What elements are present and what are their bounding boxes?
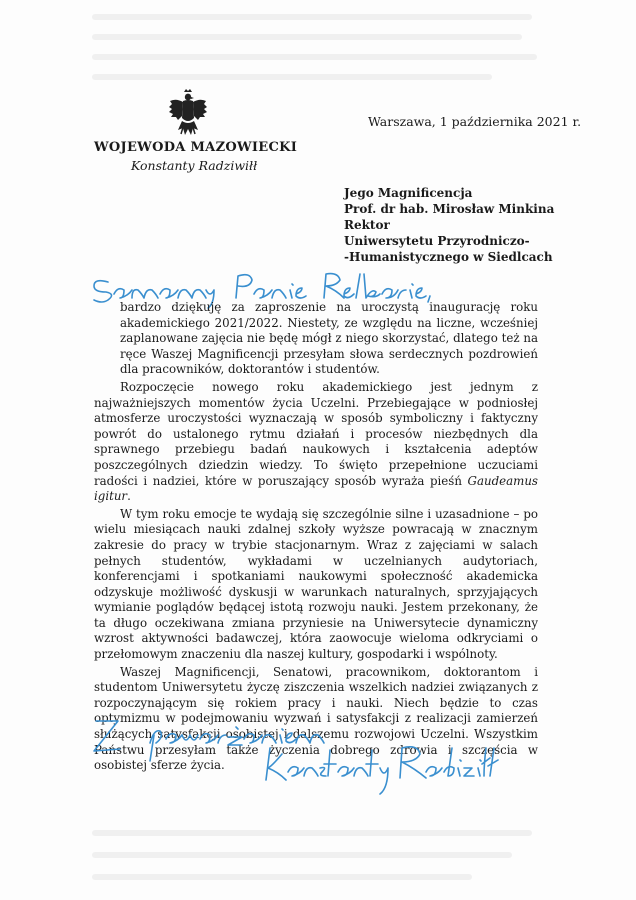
addressee-block: [344, 185, 554, 265]
sender-name: Konstanty Radziwiłł: [131, 158, 258, 173]
bleed-through-text: [92, 74, 492, 80]
bleed-through-text: [92, 14, 532, 20]
addressee-line: Rektor: [344, 218, 390, 232]
body-paragraph: Waszej Magnificencji, Senatowi, pracownikom, doktorantom i studentom Uniwersytetu życzę ziszczenia wszelkich nadziei związanych z rozpoczynającym się rokiem pracy i nauki. Niech będzie to czas optymizmu w podejmowaniu wyzwań i satysfakcji z realizacji zamierzeń służących satysfakcji osobistej i dalszemu rozwojowi Uczelni. Wszystkim Państwu przesyłam także życzenia dobrego zdrowia i szczęścia w osobistej sferze życia.: [94, 664, 538, 773]
addressee-line: Uniwersytetu Przyrodniczo-: [344, 234, 530, 248]
letter-body: [94, 300, 538, 776]
bleed-through-text: [92, 830, 532, 836]
body-paragraph-text: Rozpoczęcie nowego roku akademickiego jest jednym z najważniejszych momentów życia Uczelni. Przebiegające w podniosłej atmosferze uroczystości wyznaczają w sposób symboliczny i faktyczny powrót do ustalonego rytmu działań i procesów niezbędnych dla sprawnego przebiegu badań naukowych i kształcenia adeptów poszczególnych dziedzin wiedzy. To święto przepełnione uczuciami radości i nadziei, które w poruszający sposób wyraża pieśń: [94, 379, 538, 488]
song-title: Gaudeamus igitur: [94, 473, 538, 504]
polish-eagle-emblem-icon: [168, 88, 208, 138]
addressee-line: Prof. dr hab. Mirosław Minkina: [344, 202, 555, 216]
song-suffix: .: [127, 489, 131, 504]
body-paragraph: W tym roku emocje te wydają się szczególnie silne i uzasadnione – po wielu miesiącach nauki zdalnej szkoły wyższe powracają w znacznym zakresie do pracy w trybie stacjonarnym. Wraz z zajęciami w salach pełnych studentów, wykładami w uczelnianych audytoriach, konferencjami i spotkaniami naukowymi społeczność akademicka odzyskuje możliwość dyskusji w warunkach naturalnych, sprzyjających wymianie poglądów będącej istotą rozwoju nauki. Jestem przekonany, że ta długo oczekiwana zmiana przyniesie na Uniwersytecie dynamiczny wzrost aktywności badawczej, która zaowocuje wieloma odkryciami o przełomowym znaczeniu dla naszej kultury, gospodarki i wspólnoty.: [94, 506, 538, 662]
letter-date: Warszawa, 1 października 2021 r.: [368, 114, 582, 129]
body-paragraph: bardzo dziękuję za zaproszenie na uroczystą inaugurację roku akademickiego 2021/2022. Niestety, ze względu na liczne, wcześniej zaplanowane zajęcia nie będę mógł z niego skorzystać, dlatego też na ręce Waszej Magnificencji przesyłam słowa serdecznych pozdrowień dla pracowników, doktorantów i studentów.: [120, 300, 538, 377]
bleed-through-text: [92, 34, 522, 40]
addressee-line: Jego Magnificencja: [344, 186, 473, 200]
bleed-through-text: [92, 852, 512, 858]
body-paragraph: [94, 380, 538, 505]
bleed-through-text: [92, 54, 537, 60]
handwritten-signature: [258, 738, 508, 798]
addressee-line: -Humanistycznego w Siedlcach: [344, 250, 553, 264]
bleed-through-text: [92, 874, 472, 880]
sender-office: WOJEWODA MAZOWIECKI: [94, 140, 298, 155]
